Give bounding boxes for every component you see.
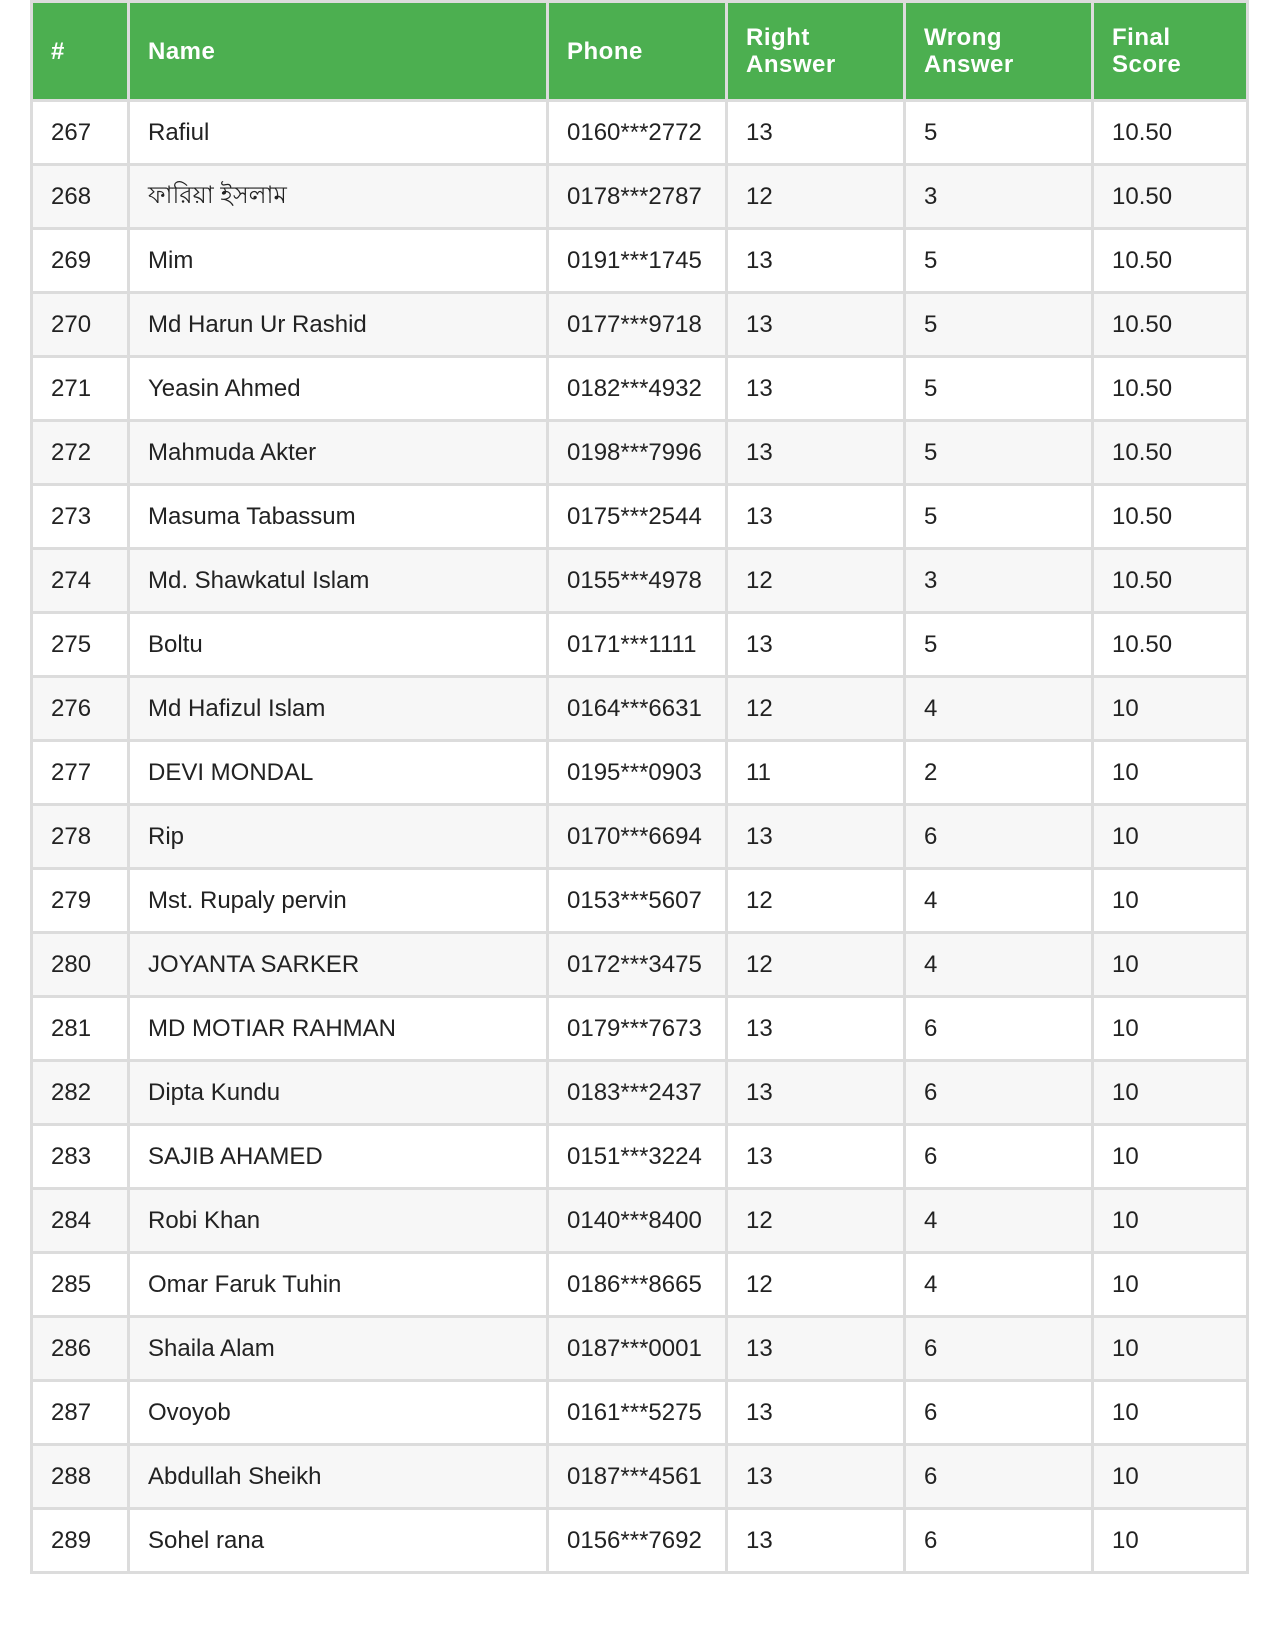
cell-wrong-answer: 6 [905,805,1093,869]
header-row [32,2,1248,101]
cell-phone: 0177***9718 [548,293,727,357]
cell-wrong-answer: 6 [905,1061,1093,1125]
header-final-score [1093,2,1248,101]
table-row [32,613,1248,677]
cell-right-answer: 12 [727,1189,905,1253]
cell-phone: 0195***0903 [548,741,727,805]
cell-number: 267 [32,101,129,165]
cell-phone: 0155***4978 [548,549,727,613]
cell-name: Md. Shawkatul Islam [129,549,548,613]
cell-right-answer: 13 [727,1445,905,1509]
cell-final-score: 10 [1093,1189,1248,1253]
cell-final-score: 10 [1093,1061,1248,1125]
cell-right-answer: 12 [727,869,905,933]
table-row [32,421,1248,485]
cell-name: Md Harun Ur Rashid [129,293,548,357]
cell-phone: 0153***5607 [548,869,727,933]
table-row [32,101,1248,165]
cell-name: Ovoyob [129,1381,548,1445]
cell-phone: 0172***3475 [548,933,727,997]
table-row [32,1189,1248,1253]
cell-wrong-answer: 3 [905,549,1093,613]
cell-wrong-answer: 6 [905,1445,1093,1509]
cell-final-score: 10 [1093,1253,1248,1317]
cell-wrong-answer: 6 [905,1317,1093,1381]
header-wrong-answer-line2: Answer [924,51,1014,78]
cell-phone: 0178***2787 [548,165,727,229]
cell-phone: 0171***1111 [548,613,727,677]
cell-name: Rip [129,805,548,869]
table-row [32,1381,1248,1445]
cell-final-score: 10 [1093,1125,1248,1189]
header-final-score-line2: Score [1112,51,1182,78]
cell-number: 277 [32,741,129,805]
cell-phone: 0140***8400 [548,1189,727,1253]
cell-final-score: 10.50 [1093,101,1248,165]
cell-final-score: 10.50 [1093,613,1248,677]
cell-number: 278 [32,805,129,869]
cell-number: 274 [32,549,129,613]
cell-right-answer: 13 [727,1317,905,1381]
cell-wrong-answer: 6 [905,1125,1093,1189]
cell-wrong-answer: 5 [905,229,1093,293]
cell-wrong-answer: 5 [905,421,1093,485]
cell-final-score: 10.50 [1093,421,1248,485]
cell-number: 282 [32,1061,129,1125]
cell-number: 286 [32,1317,129,1381]
cell-name: Shaila Alam [129,1317,548,1381]
table-row [32,165,1248,229]
table-row [32,1125,1248,1189]
cell-phone: 0182***4932 [548,357,727,421]
cell-number: 268 [32,165,129,229]
cell-final-score: 10.50 [1093,165,1248,229]
header-phone-label: Phone [567,37,643,65]
cell-phone: 0179***7673 [548,997,727,1061]
cell-right-answer: 13 [727,357,905,421]
cell-phone: 0164***6631 [548,677,727,741]
cell-number: 271 [32,357,129,421]
cell-wrong-answer: 4 [905,1189,1093,1253]
cell-final-score: 10.50 [1093,357,1248,421]
cell-wrong-answer: 6 [905,997,1093,1061]
cell-name: Mim [129,229,548,293]
table-row [32,293,1248,357]
cell-name: Md Hafizul Islam [129,677,548,741]
table-row [32,1509,1248,1573]
cell-wrong-answer: 5 [905,101,1093,165]
table-row [32,933,1248,997]
header-wrong-answer [905,2,1093,101]
header-right-answer-line1: Right [746,24,810,51]
table-row [32,485,1248,549]
cell-phone: 0187***4561 [548,1445,727,1509]
table-row [32,1061,1248,1125]
cell-right-answer: 13 [727,1061,905,1125]
cell-right-answer: 13 [727,293,905,357]
cell-wrong-answer: 5 [905,613,1093,677]
cell-wrong-answer: 4 [905,869,1093,933]
table-row [32,357,1248,421]
cell-wrong-answer: 3 [905,165,1093,229]
results-table [30,0,1249,1574]
table-row [32,997,1248,1061]
header-number-label: # [51,37,65,65]
cell-final-score: 10 [1093,1445,1248,1509]
cell-wrong-answer: 4 [905,933,1093,997]
cell-final-score: 10 [1093,1381,1248,1445]
cell-wrong-answer: 2 [905,741,1093,805]
cell-final-score: 10.50 [1093,549,1248,613]
cell-right-answer: 13 [727,1125,905,1189]
cell-right-answer: 12 [727,1253,905,1317]
header-phone [548,2,727,101]
cell-name: Robi Khan [129,1189,548,1253]
cell-number: 269 [32,229,129,293]
cell-number: 272 [32,421,129,485]
cell-wrong-answer: 5 [905,485,1093,549]
cell-number: 275 [32,613,129,677]
header-right-answer [727,2,905,101]
cell-right-answer: 13 [727,229,905,293]
header-right-answer-line2: Answer [746,51,836,78]
cell-right-answer: 13 [727,1509,905,1573]
table-row [32,805,1248,869]
cell-number: 289 [32,1509,129,1573]
cell-final-score: 10 [1093,869,1248,933]
cell-final-score: 10 [1093,1509,1248,1573]
table-row [32,229,1248,293]
cell-name: Mahmuda Akter [129,421,548,485]
cell-number: 276 [32,677,129,741]
header-name-label: Name [148,37,216,65]
cell-final-score: 10.50 [1093,229,1248,293]
header-number [32,2,129,101]
cell-name: Sohel rana [129,1509,548,1573]
cell-wrong-answer: 6 [905,1381,1093,1445]
cell-number: 288 [32,1445,129,1509]
cell-number: 285 [32,1253,129,1317]
cell-phone: 0198***7996 [548,421,727,485]
table-row [32,741,1248,805]
header-name [129,2,548,101]
header-final-score-line1: Final [1112,24,1171,51]
cell-name: MD MOTIAR RAHMAN [129,997,548,1061]
cell-wrong-answer: 5 [905,293,1093,357]
cell-number: 283 [32,1125,129,1189]
cell-final-score: 10 [1093,997,1248,1061]
cell-phone: 0186***8665 [548,1253,727,1317]
cell-name: SAJIB AHAMED [129,1125,548,1189]
table-header [32,2,1248,101]
cell-phone: 0187***0001 [548,1317,727,1381]
cell-number: 279 [32,869,129,933]
cell-right-answer: 11 [727,741,905,805]
table-row [32,1253,1248,1317]
cell-right-answer: 13 [727,1381,905,1445]
table-row [32,1317,1248,1381]
cell-name: ফারিয়া ইসলাম [129,165,548,229]
cell-name: Rafiul [129,101,548,165]
cell-final-score: 10 [1093,741,1248,805]
cell-phone: 0175***2544 [548,485,727,549]
cell-name: JOYANTA SARKER [129,933,548,997]
table-row [32,549,1248,613]
cell-final-score: 10 [1093,933,1248,997]
table-body [32,101,1248,1573]
cell-final-score: 10 [1093,1317,1248,1381]
cell-right-answer: 13 [727,421,905,485]
table-row [32,1445,1248,1509]
cell-name: Dipta Kundu [129,1061,548,1125]
cell-phone: 0156***7692 [548,1509,727,1573]
table-row [32,869,1248,933]
cell-name: DEVI MONDAL [129,741,548,805]
cell-name: Masuma Tabassum [129,485,548,549]
cell-number: 280 [32,933,129,997]
header-wrong-answer-line1: Wrong [924,24,1003,51]
cell-wrong-answer: 5 [905,357,1093,421]
cell-name: Mst. Rupaly pervin [129,869,548,933]
cell-final-score: 10 [1093,677,1248,741]
cell-right-answer: 12 [727,933,905,997]
cell-phone: 0160***2772 [548,101,727,165]
cell-final-score: 10.50 [1093,485,1248,549]
cell-phone: 0151***3224 [548,1125,727,1189]
cell-number: 281 [32,997,129,1061]
cell-number: 270 [32,293,129,357]
cell-final-score: 10.50 [1093,293,1248,357]
cell-number: 287 [32,1381,129,1445]
cell-final-score: 10 [1093,805,1248,869]
cell-right-answer: 13 [727,613,905,677]
cell-name: Omar Faruk Tuhin [129,1253,548,1317]
cell-wrong-answer: 6 [905,1509,1093,1573]
cell-right-answer: 13 [727,997,905,1061]
results-sheet [30,0,1246,1574]
cell-right-answer: 12 [727,549,905,613]
cell-phone: 0161***5275 [548,1381,727,1445]
cell-right-answer: 13 [727,805,905,869]
cell-right-answer: 13 [727,485,905,549]
cell-right-answer: 12 [727,677,905,741]
cell-right-answer: 13 [727,101,905,165]
cell-number: 284 [32,1189,129,1253]
cell-phone: 0170***6694 [548,805,727,869]
cell-name: Boltu [129,613,548,677]
table-row [32,677,1248,741]
cell-phone: 0191***1745 [548,229,727,293]
cell-wrong-answer: 4 [905,677,1093,741]
cell-number: 273 [32,485,129,549]
cell-name: Abdullah Sheikh [129,1445,548,1509]
cell-wrong-answer: 4 [905,1253,1093,1317]
cell-name: Yeasin Ahmed [129,357,548,421]
cell-right-answer: 12 [727,165,905,229]
cell-phone: 0183***2437 [548,1061,727,1125]
